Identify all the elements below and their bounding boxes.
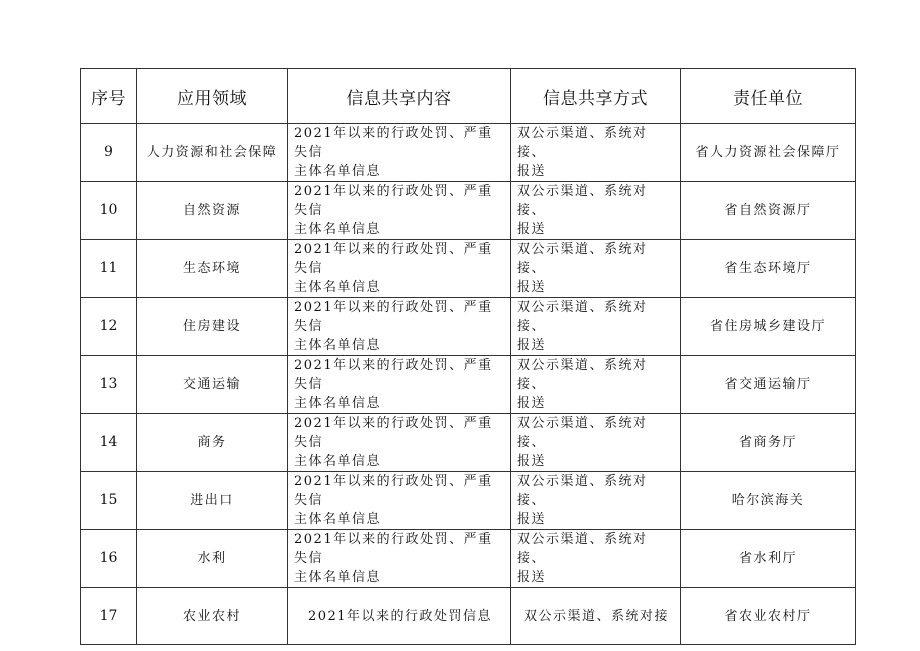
method-line: 双公示渠道、系统对接、 bbox=[517, 532, 648, 566]
content-line: 主体名单信息 bbox=[294, 280, 382, 295]
unit-cell: 省人力资源社会保障厅 bbox=[681, 124, 856, 182]
field-cell: 进出口 bbox=[137, 472, 288, 530]
field-cell: 交通运输 bbox=[137, 356, 288, 414]
field-cell: 住房建设 bbox=[137, 298, 288, 356]
unit-cell: 省自然资源厅 bbox=[681, 182, 856, 240]
method-line: 报送 bbox=[517, 222, 547, 237]
method-line: 报送 bbox=[517, 512, 547, 527]
header-application-field: 应用领域 bbox=[137, 69, 288, 124]
method-cell bbox=[511, 588, 681, 645]
unit-cell: 省商务厅 bbox=[681, 414, 856, 472]
serial-number-cell: 12 bbox=[81, 298, 137, 356]
field-cell: 商务 bbox=[137, 414, 288, 472]
content-cell bbox=[288, 472, 511, 530]
header-serial-number: 序号 bbox=[81, 69, 137, 124]
content-cell bbox=[288, 356, 511, 414]
table-row bbox=[81, 124, 856, 182]
content-line: 主体名单信息 bbox=[294, 512, 382, 527]
table-row bbox=[81, 356, 856, 414]
method-line: 双公示渠道、系统对接、 bbox=[517, 242, 648, 276]
table-row bbox=[81, 298, 856, 356]
content-line: 2021年以来的行政处罚、严重失信 bbox=[294, 126, 493, 160]
method-cell bbox=[511, 182, 681, 240]
method-line: 双公示渠道、系统对接、 bbox=[517, 474, 648, 508]
serial-number-cell: 10 bbox=[81, 182, 137, 240]
content-line: 主体名单信息 bbox=[294, 338, 382, 353]
content-line: 主体名单信息 bbox=[294, 570, 382, 585]
table-row bbox=[81, 472, 856, 530]
header-sharing-method: 信息共享方式 bbox=[511, 69, 681, 124]
method-line: 报送 bbox=[517, 570, 547, 585]
unit-cell: 省交通运输厅 bbox=[681, 356, 856, 414]
content-line: 2021年以来的行政处罚、严重失信 bbox=[294, 358, 493, 392]
serial-number-cell: 16 bbox=[81, 530, 137, 588]
method-line: 报送 bbox=[517, 164, 547, 179]
table-row bbox=[81, 530, 856, 588]
method-line: 双公示渠道、系统对接、 bbox=[517, 416, 648, 450]
serial-number-cell: 13 bbox=[81, 356, 137, 414]
method-line: 报送 bbox=[517, 280, 547, 295]
content-cell bbox=[288, 414, 511, 472]
method-cell bbox=[511, 298, 681, 356]
method-line: 报送 bbox=[517, 396, 547, 411]
content-line: 2021年以来的行政处罚、严重失信 bbox=[294, 184, 493, 218]
content-cell bbox=[288, 588, 511, 645]
header-sharing-content: 信息共享内容 bbox=[288, 69, 511, 124]
table-row bbox=[81, 414, 856, 472]
content-line: 主体名单信息 bbox=[294, 396, 382, 411]
content-cell bbox=[288, 182, 511, 240]
method-line: 双公示渠道、系统对接、 bbox=[517, 126, 648, 160]
content-line: 主体名单信息 bbox=[294, 164, 382, 179]
method-cell bbox=[511, 240, 681, 298]
info-sharing-table bbox=[80, 68, 856, 645]
content-line: 主体名单信息 bbox=[294, 222, 382, 237]
unit-cell: 哈尔滨海关 bbox=[681, 472, 856, 530]
unit-cell: 省农业农村厅 bbox=[681, 588, 856, 645]
unit-cell: 省生态环境厅 bbox=[681, 240, 856, 298]
unit-cell: 省住房城乡建设厅 bbox=[681, 298, 856, 356]
method-cell bbox=[511, 472, 681, 530]
method-line: 报送 bbox=[517, 338, 547, 353]
serial-number-cell: 11 bbox=[81, 240, 137, 298]
table-header-row bbox=[81, 69, 856, 124]
method-cell bbox=[511, 414, 681, 472]
method-line: 双公示渠道、系统对接、 bbox=[517, 184, 648, 218]
content-line: 主体名单信息 bbox=[294, 454, 382, 469]
content-cell bbox=[288, 530, 511, 588]
method-line: 双公示渠道、系统对接 bbox=[523, 608, 669, 624]
serial-number-cell: 17 bbox=[81, 588, 137, 645]
method-cell bbox=[511, 530, 681, 588]
method-cell bbox=[511, 356, 681, 414]
field-cell: 水利 bbox=[137, 530, 288, 588]
serial-number-cell: 9 bbox=[81, 124, 137, 182]
content-line: 2021年以来的行政处罚、严重失信 bbox=[294, 300, 493, 334]
field-cell: 自然资源 bbox=[137, 182, 288, 240]
method-cell bbox=[511, 124, 681, 182]
content-line: 2021年以来的行政处罚、严重失信 bbox=[294, 474, 493, 508]
table-row bbox=[81, 240, 856, 298]
field-cell: 生态环境 bbox=[137, 240, 288, 298]
content-cell bbox=[288, 240, 511, 298]
method-line: 报送 bbox=[517, 454, 547, 469]
field-cell: 人力资源和社会保障 bbox=[137, 124, 288, 182]
table-row bbox=[81, 588, 856, 645]
method-line: 双公示渠道、系统对接、 bbox=[517, 300, 648, 334]
content-cell bbox=[288, 124, 511, 182]
header-responsible-unit: 责任单位 bbox=[681, 69, 856, 124]
unit-cell: 省水利厅 bbox=[681, 530, 856, 588]
method-line: 双公示渠道、系统对接、 bbox=[517, 358, 648, 392]
field-cell: 农业农村 bbox=[137, 588, 288, 645]
content-line: 2021年以来的行政处罚、严重失信 bbox=[294, 532, 493, 566]
content-line: 2021年以来的行政处罚、严重失信 bbox=[294, 242, 493, 276]
content-line: 2021年以来的行政处罚信息 bbox=[307, 608, 493, 624]
content-cell bbox=[288, 298, 511, 356]
table-row bbox=[81, 182, 856, 240]
content-line: 2021年以来的行政处罚、严重失信 bbox=[294, 416, 493, 450]
serial-number-cell: 14 bbox=[81, 414, 137, 472]
serial-number-cell: 15 bbox=[81, 472, 137, 530]
